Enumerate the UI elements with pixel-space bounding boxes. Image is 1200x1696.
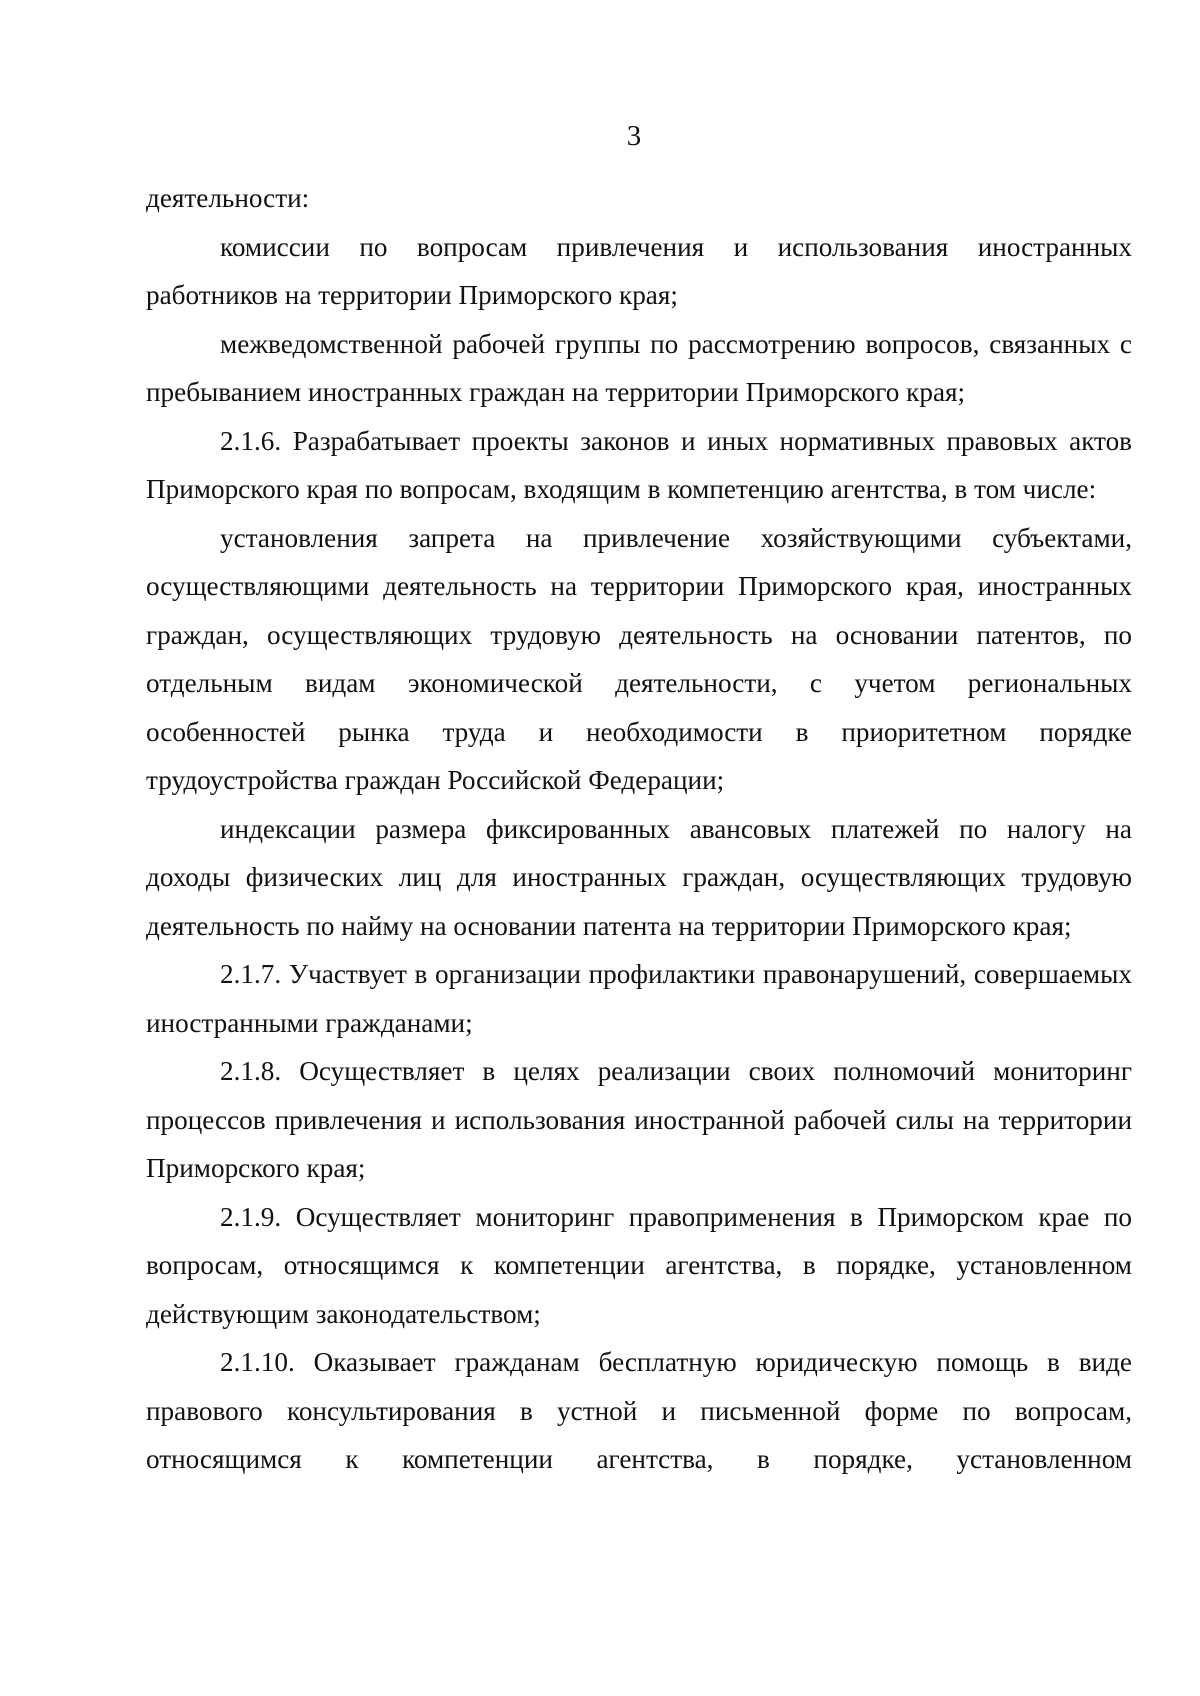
paragraph-indexation: индексации размера фиксированных авансовых платежей по налогу на доходы физических лиц для иностранных граждан, осуществляющих трудовую деятельность по найму на основании патента на территории Приморского края;: [146, 813, 1132, 941]
paragraph-working-group: межведомственной рабочей группы по рассмотрению вопросов, связанных с пребыванием иностранных граждан на территории Приморского края;: [146, 328, 1132, 407]
paragraph-2-1-10: 2.1.10. Оказывает гражданам бесплатную юридическую помощь в виде правового консультирования в устной и письменной форме по вопросам, относящимся к компетенции агентства, в порядке, установленном: [146, 1347, 1132, 1474]
paragraph-continuation: деятельности:: [146, 183, 310, 213]
paragraph-commission: комиссии по вопросам привлечения и использования иностранных работников на территории Приморского края;: [146, 231, 1132, 310]
paragraph-2-1-9: 2.1.9. Осуществляет мониторинг правоприменения в Приморском крае по вопросам, относящимся к компетенции агентства, в порядке, установленном действующим законодательством;: [146, 1201, 1132, 1329]
paragraph-2-1-6: 2.1.6. Разрабатывает проекты законов и иных нормативных правовых актов Приморского края по вопросам, входящим в компетенцию агентства, в том числе:: [146, 425, 1132, 504]
document-body: [146, 174, 1132, 1484]
page-number: 3: [626, 120, 642, 152]
paragraph-2-1-8: 2.1.8. Осуществляет в целях реализации своих полномочий мониторинг процессов привлечения и использования иностранной рабочей силы на территории Приморского края;: [146, 1056, 1132, 1183]
paragraph-ban: установления запрета на привлечение хозяйствующими субъектами, осуществляющими деятельность на территории Приморского края, иностранных граждан, осуществляющих трудовую деятельность на основании патентов, по отдельным видам экономической деятельности, с учетом региональных особенностей рынка труда и необходимости в приоритетном порядке трудоустройства граждан Российской Федерации;: [146, 522, 1132, 795]
paragraph-2-1-7: 2.1.7. Участвует в организации профилактики правонарушений, совершаемых иностранными гражданами;: [146, 959, 1132, 1038]
